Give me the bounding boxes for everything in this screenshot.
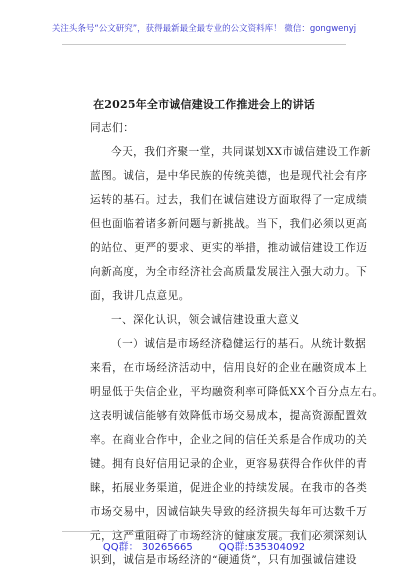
paragraph-line: 识到，诚信是市场经济的“硬通货”，只有加强诚信建设 (90, 554, 357, 566)
paragraph-line: （一）诚信是市场经济稳健运行的基石。从统计数据 (111, 338, 367, 350)
paragraph-line: 市场交易中，因诚信缺失导致的经济损失每年可达数千万 (90, 506, 368, 518)
salutation: 同志们： (90, 122, 135, 134)
paragraph-line: 但也面临着诸多新问题与新挑战。当下，我们必须以更高 (90, 218, 368, 230)
document-title: 在2025年全市诚信建设工作推进会上的讲话 (93, 98, 315, 111)
paragraph-line: 率。在商业合作中，企业之间的信任关系是合作成功的关 (90, 434, 368, 446)
section-heading: 一、深化认识，领会诚信建设重大意义 (111, 314, 300, 326)
footer-qq-group-2: QQ群:535304092 (218, 542, 306, 553)
paragraph-line: 运转的基石。过去，我们在诚信建设方面取得了一定成绩 (90, 194, 368, 206)
header-divider (62, 44, 346, 45)
header-note: 关注头条号“公文研究”，获得最新最全最专业的公文资料库！ 微信：gongwenyj (51, 24, 357, 34)
footer-divider (62, 531, 346, 532)
paragraph-line: 元，这严重阻碍了市场经济的健康发展。我们必须深刻认 (90, 530, 368, 542)
paragraph-line: 这表明诚信能够有效降低市场交易成本，提高资源配置效 (90, 410, 368, 422)
paragraph-line: 明显低于失信企业，平均融资利率可降低XX个百分点左右。 (90, 386, 384, 398)
paragraph-line: 向新高度，为全市经济社会高质量发展注入强大动力。下 (90, 266, 368, 278)
paragraph-line: 来看，在市场经济活动中，信用良好的企业在融资成本上 (90, 362, 368, 374)
document-body (90, 112, 384, 572)
paragraph-line: 键。拥有良好信用记录的企业，更容易获得合作伙伴的青 (90, 458, 368, 470)
paragraph-line: 的站位、更严的要求、更实的举措，推动诚信建设工作迈 (90, 242, 368, 254)
footer (0, 538, 408, 553)
paragraph-line: 今天，我们齐聚一堂，共同谋划XX市诚信建设工作新 (111, 146, 372, 158)
footer-qq-group-1: QQ群： 30265665 (102, 542, 193, 553)
paragraph-line: 睐，拓展业务渠道，促进企业的持续发展。在我市的各类 (90, 482, 368, 494)
paragraph-line: 蓝图。诚信，是中华民族的传统美德，也是现代社会有序 (90, 170, 368, 182)
paragraph-line: 面，我讲几点意见。 (90, 290, 190, 302)
